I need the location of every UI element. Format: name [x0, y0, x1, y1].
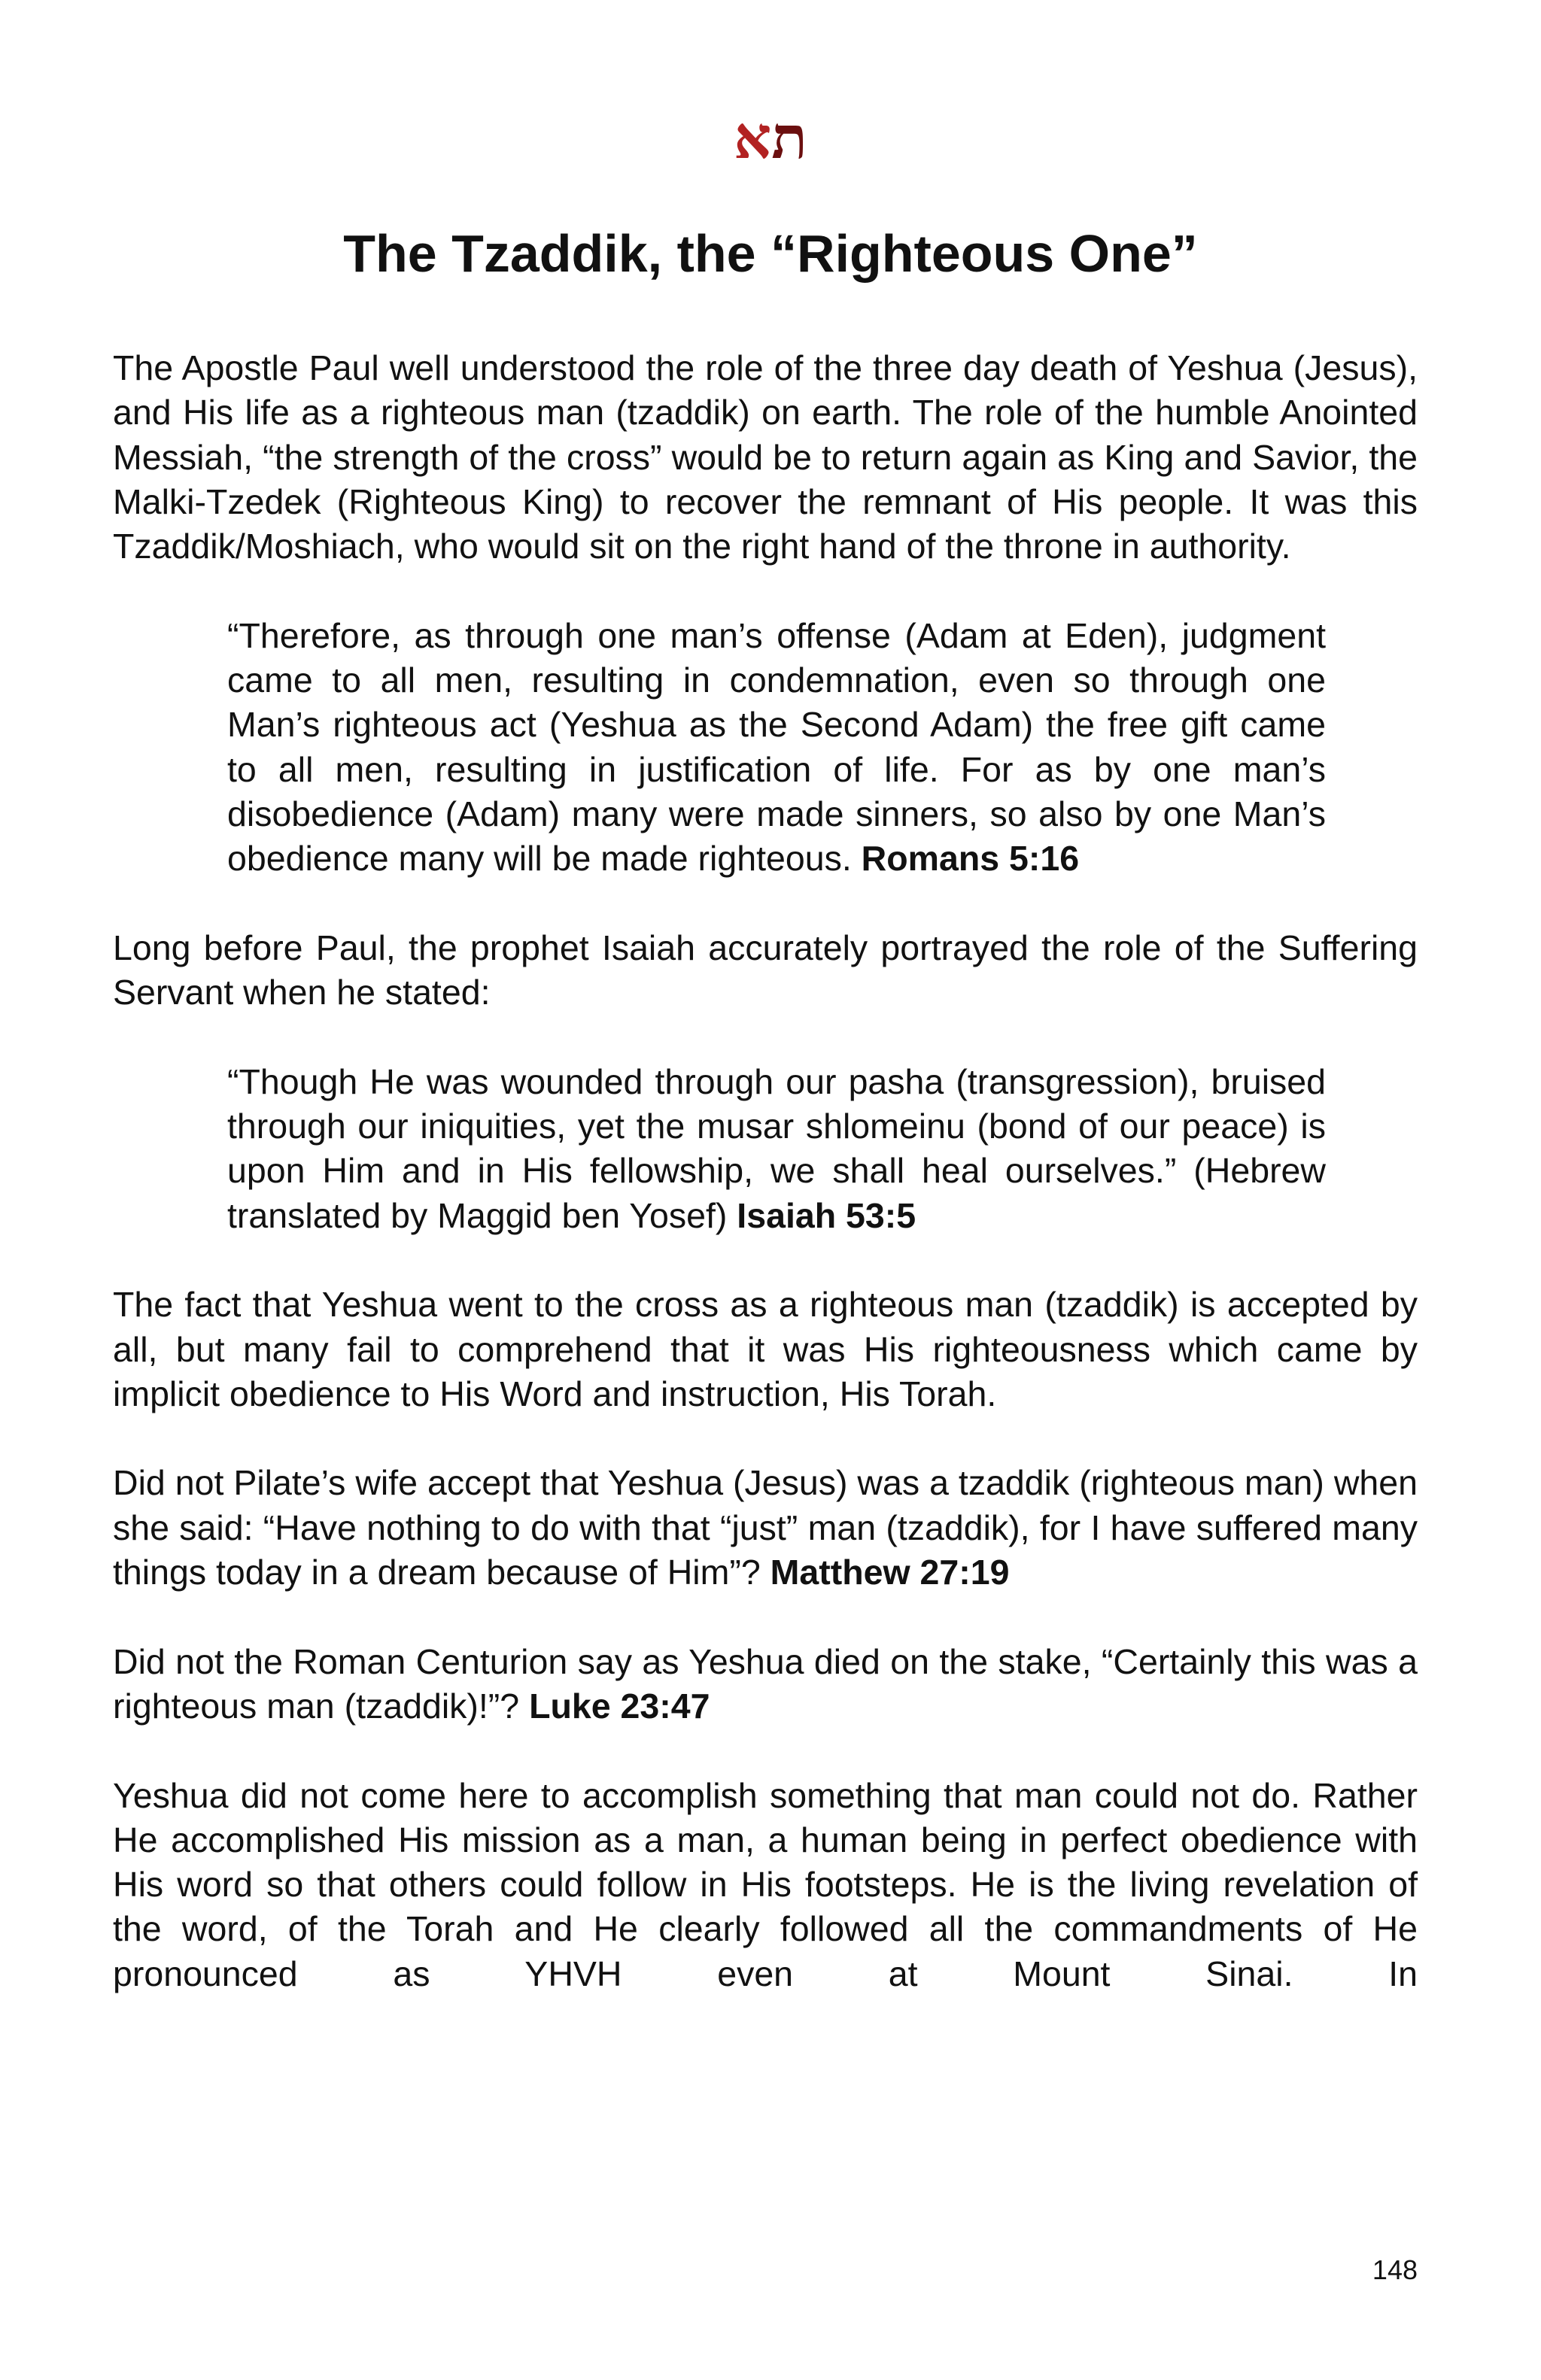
paragraph-5 — [113, 1640, 1418, 1729]
scripture-reference: Isaiah 53:5 — [737, 1195, 916, 1235]
quote-isaiah-text: “Though He was wounded through our pasha (transgression), bruised through our iniquities, yet the musar shlomeinu (bond of our peace) is upon Him and in His fellowship, we shall heal ourselves.” (Hebrew translated by Maggid ben Yosef) — [227, 1061, 1326, 1235]
page-title: The Tzaddik, the “Righteous One” — [343, 224, 1198, 283]
paragraph-6: Yeshua did not come here to accomplish something that man could not do. Rather He accomplished His mission as a man, a human being in perfect obedience with His word so that others could follow in His footsteps. He is the living revelation of the word, of the Torah and He clearly followed all the commandments of He pronounced as YHVH even at Mount Sinai. In — [113, 1775, 1418, 1993]
paragraph-4 — [113, 1461, 1418, 1595]
scripture-reference: Matthew 27:19 — [770, 1553, 1010, 1592]
scripture-reference: Romans 5:16 — [861, 839, 1080, 879]
paragraph-4-text: Did not Pilate’s wife accept that Yeshua (Jesus) was a tzaddik (righteous man) when she said: “Have nothing to do with that “just” man (tzaddik), for I have suffered many things today in a dream because of Him”? — [113, 1463, 1418, 1592]
scripture-reference: Luke 23:47 — [529, 1686, 710, 1726]
aleph-letter: א — [734, 104, 772, 172]
paragraph-2: Long before Paul, the prophet Isaiah accurately portrayed the role of the Suffering Servant when he stated: — [113, 927, 1418, 1012]
paragraph-3: The fact that Yeshua went to the cross as a righteous man (tzaddik) is accepted by all, but many fail to comprehend that it was His righteousness which came by implicit obedience to His Word and instruction, His Torah. — [113, 1285, 1418, 1413]
quote-isaiah — [113, 1060, 1326, 1238]
page-number: 148 — [1372, 2254, 1418, 2285]
tav-letter: ת — [771, 104, 807, 172]
quote-romans — [113, 614, 1326, 882]
body-text — [113, 346, 1418, 1996]
paragraph-1: The Apostle Paul well understood the role of the three day death of Yeshua (Jesus), and His life as a righteous man (tzaddik) on earth. The role of the humble Anointed Messiah, “the strength of the cross” would be to return again as King and Savior, the Malki-Tzedek (Righteous King) to recover the remnant of His people. It was this Tzaddik/Moshiach, who would sit on the right hand of the throne in authority. — [113, 348, 1418, 566]
aleph-tav-emblem — [0, 104, 1541, 172]
quote-romans-text: “Therefore, as through one man’s offense (Adam at Eden), judgment came to all men, resulting in condemnation, even so through one Man’s righteous act (Yeshua as the Second Adam) the free gift came to all men, resulting in justification of life. For as by one man’s disobedience (Adam) many were made sinners, so also by one Man’s obedience many will be made righteous. — [227, 615, 1326, 879]
paragraph-5-text: Did not the Roman Centurion say as Yeshua died on the stake, “Certainly this was a righteous man (tzaddik)!”? — [113, 1641, 1418, 1726]
